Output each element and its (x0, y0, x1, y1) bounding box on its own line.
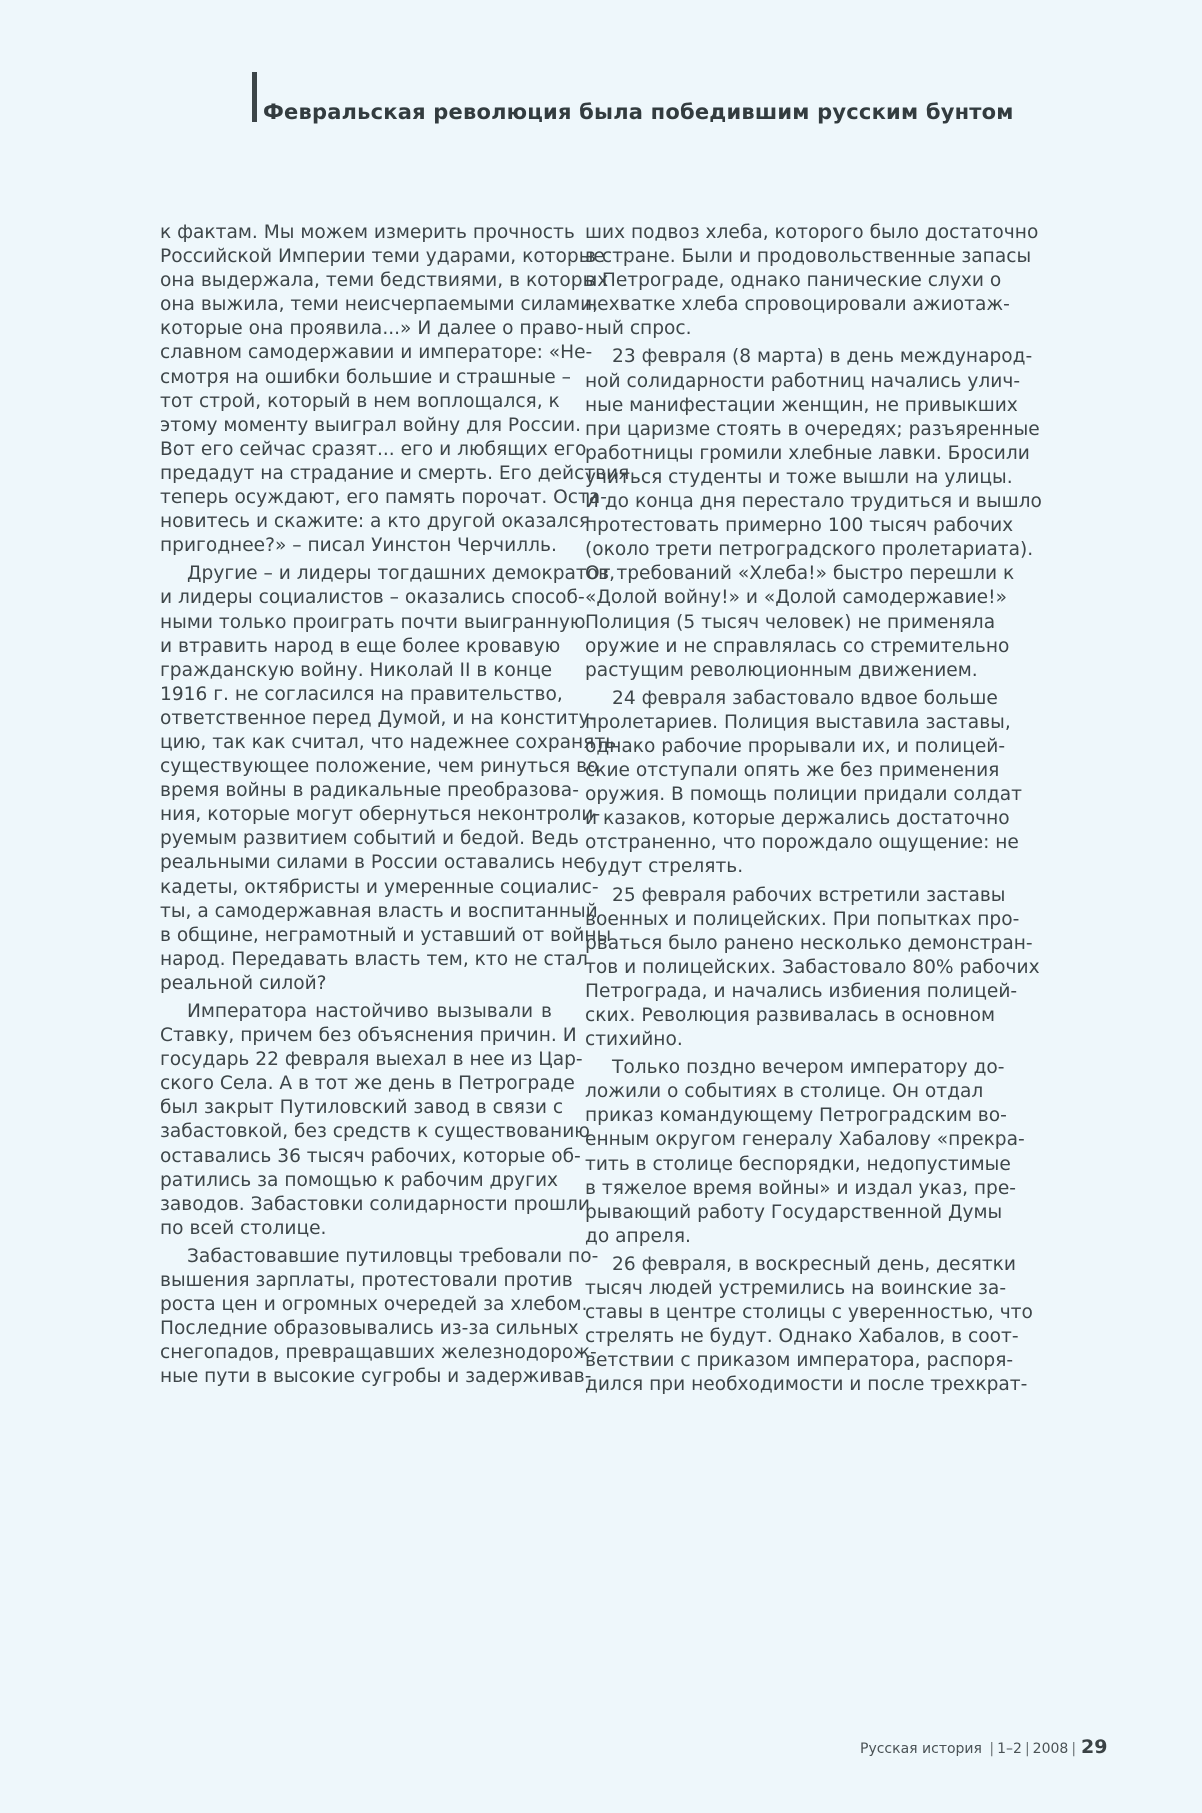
text-line: руемым развитием событий и бедой. Ведь (160, 828, 580, 850)
text-line: дился при необходимости и после трехкрат- (585, 1374, 1028, 1396)
text-line: ветствии с приказом императора, распоря- (585, 1350, 1014, 1372)
text-line: которые она проявила...» И далее о право- (160, 318, 584, 340)
text-line: енным округом генералу Хабалову «прекра- (585, 1129, 1025, 1151)
text-line: ты, а самодержавная власть и воспитанный (160, 900, 598, 922)
paragraph (585, 884, 1040, 1053)
text-line: ный спрос. (585, 318, 692, 340)
text-line: и втравить народ в еще более кровавую (160, 635, 561, 657)
text-line: заводов. Забастовки солидарности прошли (160, 1193, 590, 1215)
text-line: оставались 36 тысяч рабочих, которые об- (160, 1145, 581, 1167)
text-line: пролетариев. Полиция выставила заставы, (585, 711, 1011, 733)
text-line: тов и полицейских. Забастовало 80% рабочих (585, 956, 1040, 978)
text-line: снегопадов, превращавших железнодорож- (160, 1342, 597, 1364)
text-line: был закрыт Путиловский завод в связи с (160, 1097, 564, 1119)
text-line: работницы громили хлебные лавки. Бросили (585, 442, 1030, 464)
text-line: Последние образовывались из-за сильных (160, 1318, 579, 1340)
text-line: она выжила, теми неисчерпаемыми силами, (160, 294, 599, 316)
text-line: стихийно. (585, 1029, 683, 1051)
text-line: Полиция (5 тысяч человек) не применяла (585, 611, 996, 633)
text-line: приказ командующему Петроградским во- (585, 1105, 1007, 1127)
text-line: до апреля. (585, 1225, 691, 1247)
text-line: кадеты, октябристы и умеренные социалис- (160, 876, 599, 898)
text-line: время войны в радикальные преобразова- (160, 780, 579, 802)
text-line: ших подвоз хлеба, которого было достаточно (585, 222, 1039, 243)
text-line: 26 февраля, в воскресный день, десятки (612, 1253, 1016, 1275)
footer-magazine-title: Русская история (860, 1741, 982, 1757)
text-line: славном самодержавии и императоре: «Не- (160, 342, 593, 364)
paragraph (160, 1245, 599, 1390)
text-line: забастовкой, без средств к существованию (160, 1121, 590, 1143)
page-footer (860, 1736, 1107, 1758)
text-line: предадут на страдание и смерть. Его действия (160, 462, 630, 484)
text-line: реальными силами в России оставались не (160, 852, 585, 874)
text-line: 23 февраля (8 марта) в день международ- (612, 346, 1033, 368)
running-head (252, 72, 1014, 122)
text-line: тот строй, который в нем воплощался, к (160, 390, 560, 412)
text-line: гражданскую войну. Николай II в конце (160, 659, 553, 681)
text-line: по всей столице. (160, 1217, 327, 1239)
text-line: тить в столице беспорядки, недопустимые (585, 1153, 1011, 1175)
text-line: 24 февраля забастовало вдвое больше (612, 687, 998, 709)
heading-accent-bar (252, 72, 257, 122)
text-line: отстраненно, что порождало ощущение: не (585, 832, 1019, 854)
paragraph (160, 562, 617, 996)
text-line: рваться было ранено несколько демонстран- (585, 932, 1033, 954)
text-line: в стране. Были и продовольственные запасы (585, 246, 1032, 268)
text-line: ского Села. А в тот же день в Петрограде (160, 1073, 575, 1095)
text-line: Забастовавшие путиловцы требовали по- (187, 1245, 599, 1267)
text-line: однако рабочие прорывали их, и полицей- (585, 735, 1006, 757)
text-line: к фактам. Мы можем измерить прочность (160, 222, 575, 243)
text-line: реальной силой? (160, 972, 327, 994)
text-line: ставы в центре столицы с уверенностью, что (585, 1302, 1033, 1324)
footer-separator: | (984, 1741, 995, 1757)
footer-year: 2008 (1032, 1741, 1069, 1757)
paragraph (160, 1000, 590, 1241)
text-line: в общине, неграмотный и уставший от войны (160, 924, 612, 946)
text-line: растущим революционным движением. (585, 659, 978, 681)
text-line: рывающий работу Государственной Думы (585, 1201, 1003, 1223)
text-line: «Долой войну!» и «Долой самодержавие!» (585, 587, 1007, 609)
text-line: военных и полицейских. При попытках про- (585, 908, 1020, 930)
text-line: протестовать примерно 100 тысяч рабочих (585, 515, 1014, 537)
page-number: 29 (1081, 1736, 1108, 1758)
text-line: учиться студенты и тоже вышли на улицы. (585, 466, 1013, 488)
text-line: в тяжелое время войны» и издал указ, пре- (585, 1177, 1017, 1199)
footer-issue: 1–2 (997, 1741, 1022, 1757)
text-line: существующее положение, чем ринуться во (160, 756, 599, 778)
text-line: при царизме стоять в очередях; разъяренные (585, 418, 1040, 440)
footer-separator: | (1024, 1741, 1030, 1757)
text-line: Российской Империи теми ударами, которые (160, 246, 605, 268)
text-line: в Петрограде, однако панические слухи о (585, 270, 1002, 292)
paragraph (585, 687, 1022, 880)
text-column-left (160, 221, 630, 1390)
text-line: ответственное перед Думой, и на конститу- (160, 707, 597, 729)
text-line: Императора настойчиво вызывали в (187, 1001, 552, 1022)
text-line: оружие и не справлялась со стремительно (585, 635, 1010, 657)
text-line: И до конца дня перестало трудиться и вышло (585, 491, 1042, 513)
text-line: нехватке хлеба спровоцировали ажиотаж- (585, 294, 1010, 316)
text-line: государь 22 февраля выехал в нее из Цар- (160, 1049, 583, 1071)
text-line: ные пути в высокие сугробы и задерживав- (160, 1366, 592, 1388)
text-line: ские отступали опять же без применения (585, 760, 1000, 782)
text-line: ния, которые могут обернуться неконтроли- (160, 804, 601, 826)
text-line: От требований «Хлеба!» быстро перешли к (585, 563, 1015, 585)
text-line: цию, так как считал, что надежнее сохранять (160, 731, 617, 753)
text-line: стрелять не будут. Однако Хабалов, в соот- (585, 1326, 1019, 1348)
running-head-title: Февральская революция была победившим русским бунтом (263, 100, 1014, 124)
text-line: и казаков, которые держались достаточно (585, 808, 1010, 830)
text-line: ратились за помощью к рабочим других (160, 1169, 559, 1191)
paragraph (585, 221, 1039, 341)
text-line: пригоднее?» – писал Уинстон Черчилль. (160, 535, 557, 557)
text-line: Ставку, причем без объяснения причин. И (160, 1025, 577, 1047)
paragraph (585, 1056, 1025, 1249)
text-line: ными только проиграть почти выигранную (160, 611, 586, 633)
text-line: ной солидарности работниц начались улич- (585, 370, 1021, 392)
paragraph (160, 221, 630, 558)
text-line: и лидеры социалистов – оказались способ- (160, 587, 585, 609)
text-line: новитесь и скажите: а кто другой оказался (160, 511, 591, 533)
text-line: оружия. В помощь полиции придали солдат (585, 784, 1022, 806)
text-line: Только поздно вечером императору до- (612, 1057, 1005, 1079)
text-column-right (585, 221, 1042, 1398)
text-line: этому моменту выиграл войну для России. (160, 414, 582, 436)
text-line: теперь осуждают, его память порочат. Оста- (160, 487, 607, 509)
text-line: Вот его сейчас сразят... его и любящих его (160, 438, 587, 460)
text-line: ских. Революция развивалась в основном (585, 1005, 996, 1026)
text-line: Петрограда, и начались избиения полицей- (585, 980, 1018, 1002)
text-line: тысяч людей устремились на воинские за- (585, 1278, 1007, 1300)
text-line: 25 февраля рабочих встретили заставы (612, 884, 1006, 906)
text-line: (около трети петроградского пролетариата). (585, 539, 1034, 561)
text-line: ложили о событиях в столице. Он отдал (585, 1081, 984, 1103)
paragraph (585, 345, 1042, 682)
text-line: будут стрелять. (585, 856, 744, 878)
text-line: она выдержала, теми бедствиями, в которых (160, 270, 609, 292)
text-line: Другие – и лидеры тогдашних демократов, (187, 563, 615, 585)
footer-separator: | (1071, 1741, 1077, 1757)
text-line: ные манифестации женщин, не привыкших (585, 394, 1018, 416)
text-line: вышения зарплаты, протестовали против (160, 1270, 573, 1292)
paragraph (585, 1253, 1033, 1398)
text-line: 1916 г. не согласился на правительство, (160, 683, 563, 705)
text-line: смотря на ошибки большие и страшные – (160, 366, 571, 388)
text-line: роста цен и огромных очередей за хлебом. (160, 1294, 588, 1316)
text-line: народ. Передавать власть тем, кто не стал (160, 948, 588, 970)
